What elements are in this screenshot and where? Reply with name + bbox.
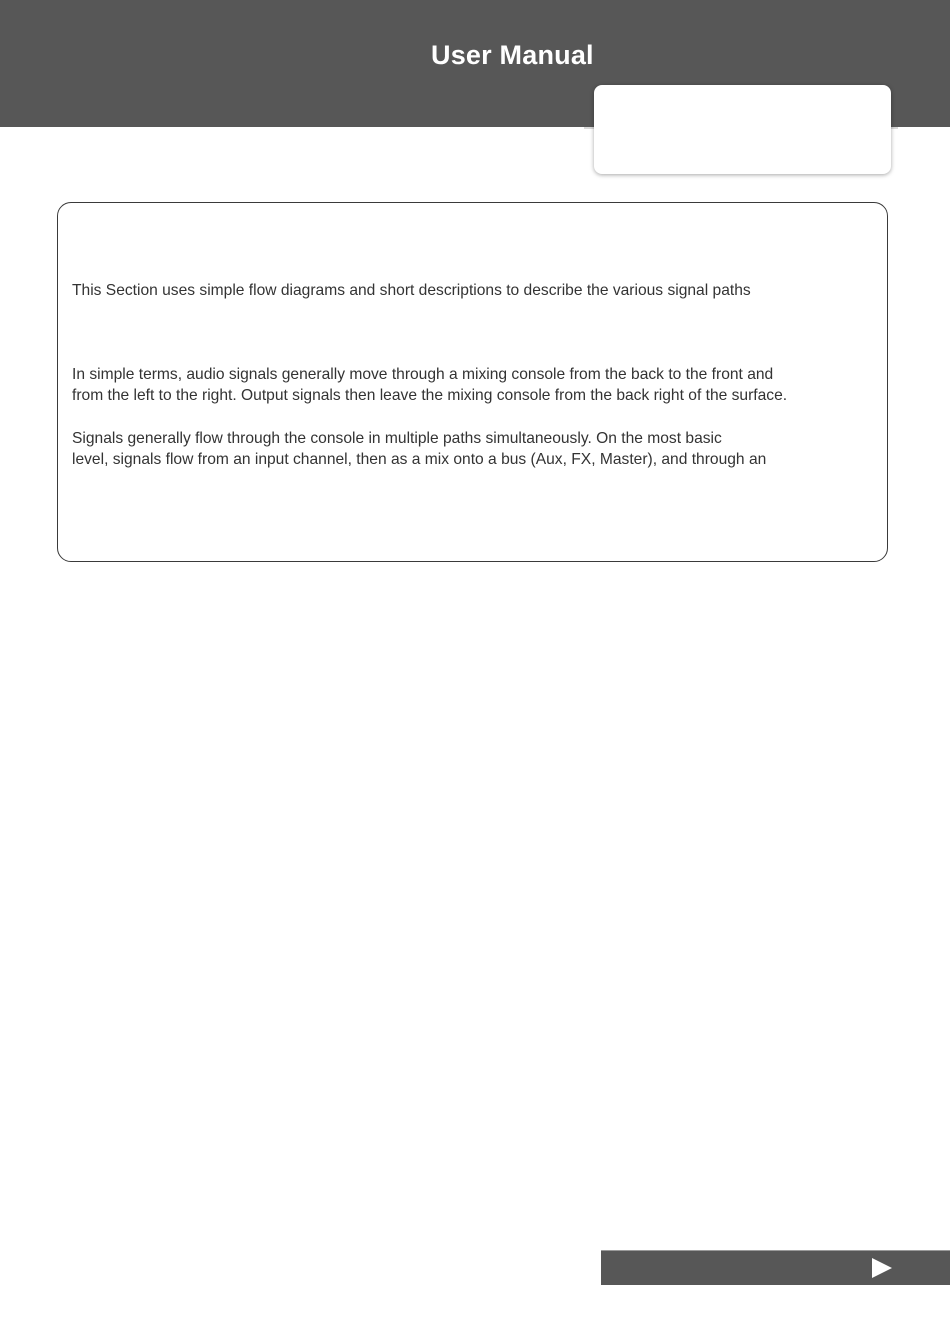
section-tab [594, 85, 891, 174]
paragraph-line: This Section uses simple flow diagrams and short descriptions to describe the various signal paths [72, 282, 751, 299]
paragraph-line: In simple terms, audio signals generally move through a mixing console from the back to the front and [72, 366, 774, 383]
next-page-icon[interactable] [872, 1258, 892, 1278]
page-title: User Manual [431, 40, 594, 70]
paragraph-signal-direction [72, 364, 882, 406]
paragraph-intro [72, 280, 882, 301]
paragraph-line: from the left to the right. Output signals then leave the mixing console from the back right of the surface. [72, 387, 788, 404]
footer-nav-bar [601, 1250, 950, 1285]
paragraph-signal-paths [72, 428, 882, 470]
paragraph-line: level, signals flow from an input channel, then as a mix onto a bus (Aux, FX, Master), and through an [72, 451, 767, 468]
paragraph-line: Signals generally flow through the console in multiple paths simultaneously. On the most basic [72, 430, 722, 447]
